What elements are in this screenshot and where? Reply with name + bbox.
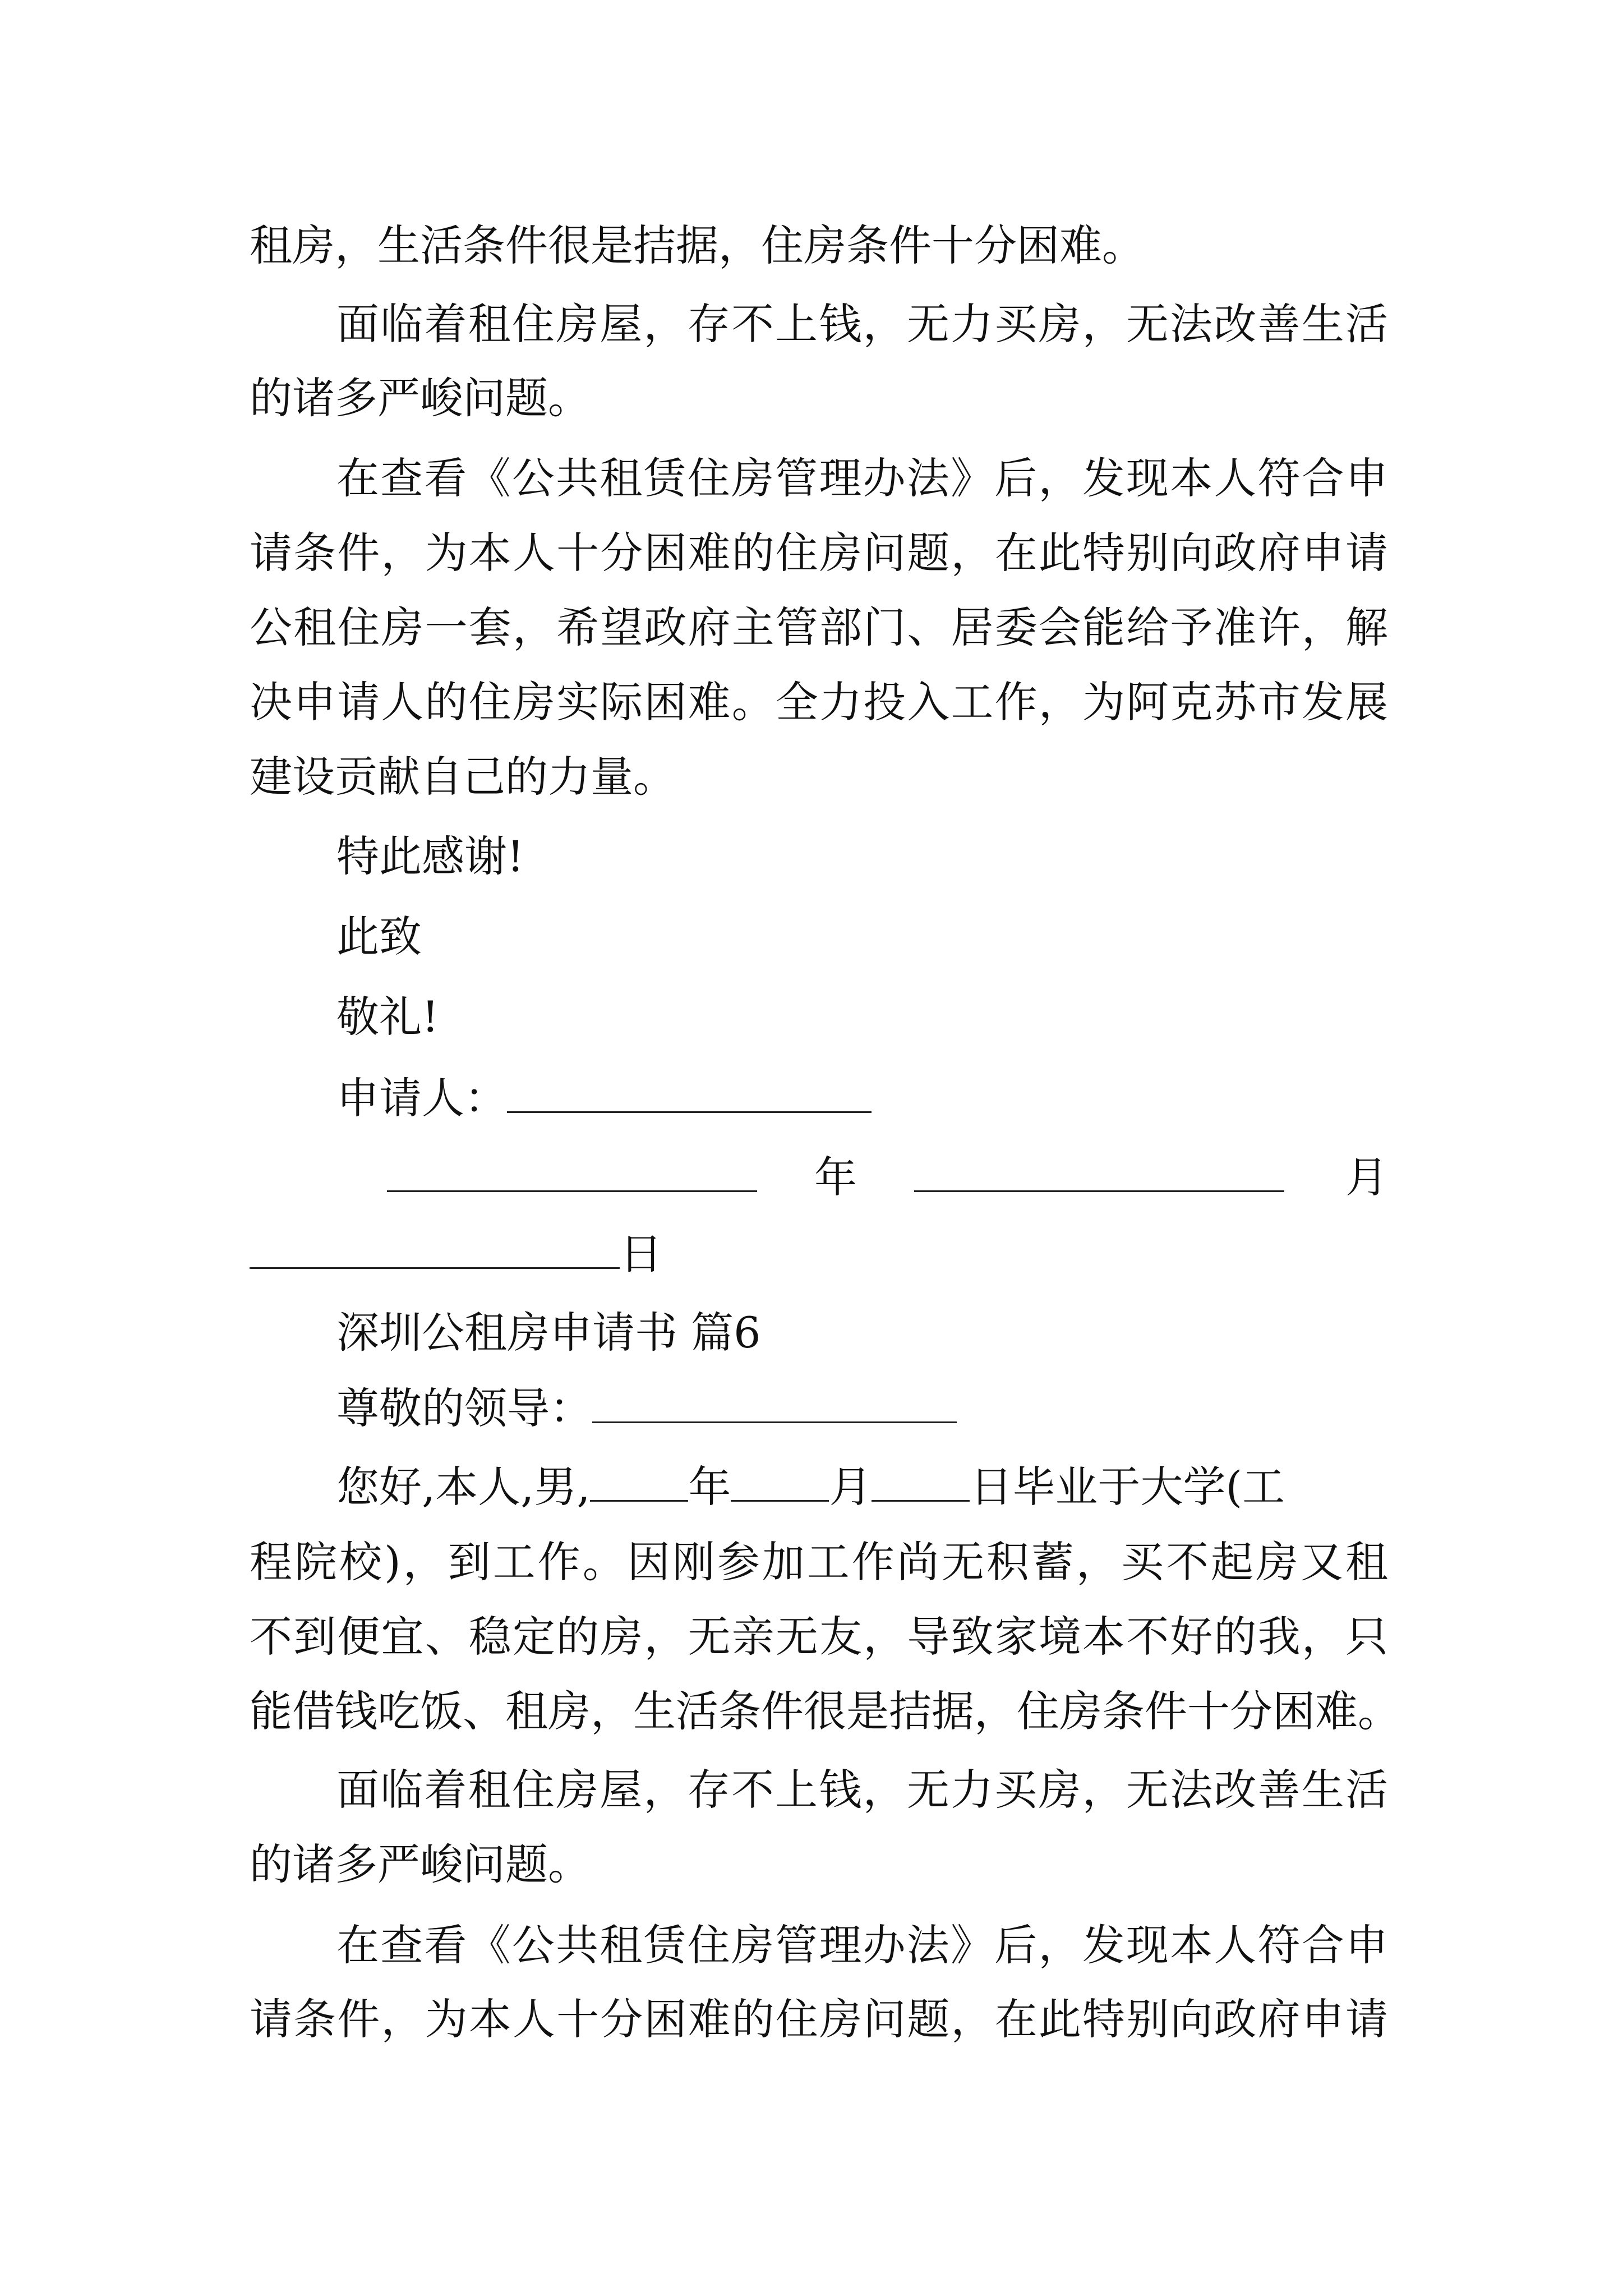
year-char: 年 — [814, 1152, 857, 1202]
paragraph-line: 请条件，为本人十分困难的住房问题，在此特别向政府申请 — [250, 1994, 1388, 2044]
applicant-line — [336, 1073, 1388, 1123]
closing-thanks: 特此感谢! — [336, 831, 524, 881]
day-line — [250, 1229, 1388, 1279]
intro-line — [336, 1462, 1388, 1512]
paragraph-line: 公租住房一套，希望政府主管部门、居委会能给予准许，解 — [250, 602, 1388, 652]
section-title: 深圳公租房申请书 篇6 — [336, 1308, 761, 1358]
applicant-label: 申请人： — [336, 1073, 507, 1123]
grad-text: 日毕业于大学(工 — [970, 1462, 1285, 1512]
grad-year-blank — [590, 1464, 688, 1502]
paragraph-line: 请条件，为本人十分困难的住房问题，在此特别向政府申请 — [250, 528, 1388, 578]
paragraph-line: 在查看《公共租赁住房管理办法》后，发现本人符合申 — [336, 453, 1388, 503]
leader-blank — [592, 1386, 957, 1423]
paragraph-line: 租房，生活条件很是拮据，住房条件十分困难。 — [250, 220, 1145, 270]
month-char: 月 — [1345, 1152, 1388, 1202]
grad-day-blank — [872, 1464, 970, 1502]
grad-month-blank — [731, 1464, 829, 1502]
grad-year-char: 年 — [688, 1462, 731, 1512]
day-char: 日 — [620, 1229, 662, 1279]
paragraph-line: 程院校)，到工作。因刚参加工作尚无积蓄，买不起房又租 — [250, 1537, 1388, 1587]
salutation-text: 尊敬的领导： — [336, 1383, 592, 1433]
day-blank — [250, 1231, 620, 1269]
paragraph-line: 面临着租住房屋，存不上钱，无力买房，无法改善生活 — [336, 1765, 1388, 1815]
greeting-text: 您好,本人,男, — [336, 1462, 591, 1512]
paragraph-line: 面临着租住房屋，存不上钱，无力买房，无法改善生活 — [336, 299, 1388, 349]
date-line — [387, 1152, 1388, 1202]
paragraph-line: 不到便宜、稳定的房，无亲无友，导致家境本不好的我，只 — [250, 1612, 1388, 1662]
closing-jingli: 敬礼! — [336, 992, 439, 1042]
paragraph-line: 的诸多严峻问题。 — [250, 1839, 591, 1889]
paragraph-line: 建设贡献自己的力量。 — [250, 752, 676, 802]
year-blank — [387, 1154, 757, 1192]
applicant-blank — [507, 1075, 872, 1113]
paragraph-line: 的诸多严峻问题。 — [250, 373, 591, 423]
grad-month-char: 月 — [829, 1462, 872, 1512]
paragraph-line: 能借钱吃饭、租房，生活条件很是拮据，住房条件十分困难。 — [250, 1686, 1400, 1736]
paragraph-line: 在查看《公共租赁住房管理办法》后，发现本人符合申 — [336, 1920, 1388, 1970]
paragraph-line: 决申请人的住房实际困难。全力投入工作，为阿克苏市发展 — [250, 677, 1388, 727]
closing-cizhi: 此致 — [336, 912, 422, 961]
salutation-line — [336, 1383, 1388, 1433]
month-blank — [914, 1154, 1284, 1192]
